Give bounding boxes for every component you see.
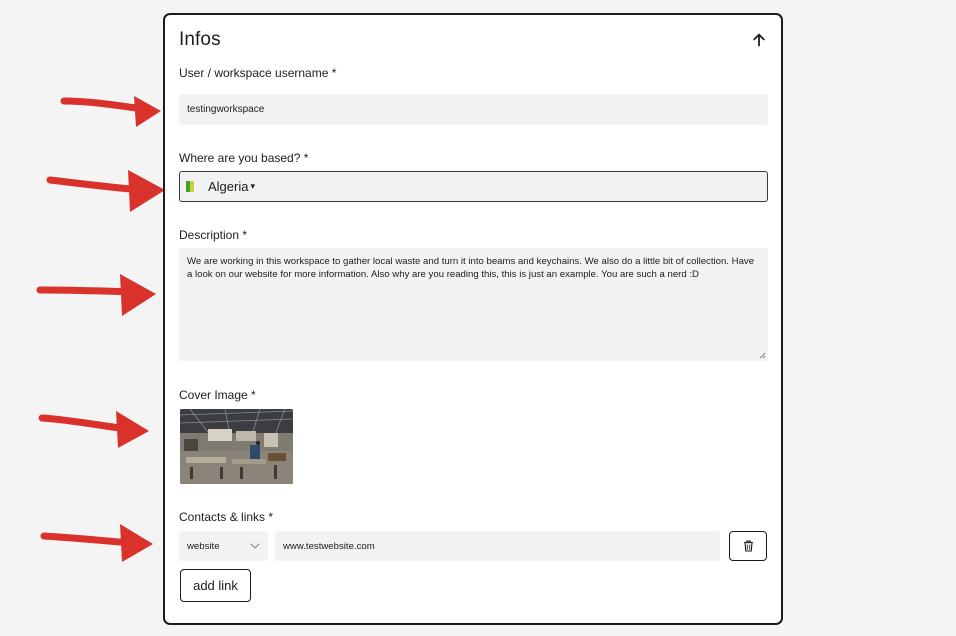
infos-card [163,13,783,625]
chevron-down-icon [250,543,260,549]
red-arrow-icon [34,272,160,318]
cover-image[interactable] [180,409,293,484]
add-link-button[interactable] [180,569,251,602]
algeria-flag-icon [186,181,194,192]
username-value: testingworkspace [187,104,265,115]
link-url-value: www.testwebsite.com [283,540,375,552]
card-title: Infos [179,29,221,50]
description-label: Description * [179,228,248,242]
country-select[interactable] [179,171,768,202]
link-type-value: website [187,540,220,552]
description-textarea[interactable] [179,248,768,361]
red-arrow-icon [44,166,168,216]
red-arrow-icon [60,92,164,130]
username-label: User / workspace username * [179,66,337,80]
add-link-label: add link [193,578,238,593]
username-input[interactable] [179,94,768,125]
arrow-up-icon [752,33,766,47]
red-arrow-icon [38,520,156,564]
caret-down-icon: ▾ [250,181,255,191]
cover-image-label: Cover Image * [179,388,256,402]
country-value: Algeria [208,179,249,194]
collapse-button[interactable] [748,29,770,51]
delete-link-button[interactable] [729,531,767,561]
trash-icon [743,540,754,552]
link-type-select[interactable] [179,531,268,561]
workshop-photo [180,409,293,484]
resize-handle-icon[interactable] [758,351,766,359]
location-label: Where are you based? * [179,151,309,165]
description-value: We are working in this workspace to gather local waste and turn it into beams and keychains. We also do a little bit of collection. Have a look on our website for more information. Also why are you reading this, this is just an example. You are such a nerd :D [187,256,755,280]
link-url-input[interactable] [275,531,720,561]
contacts-label: Contacts & links * [179,510,274,524]
red-arrow-icon [36,408,152,450]
